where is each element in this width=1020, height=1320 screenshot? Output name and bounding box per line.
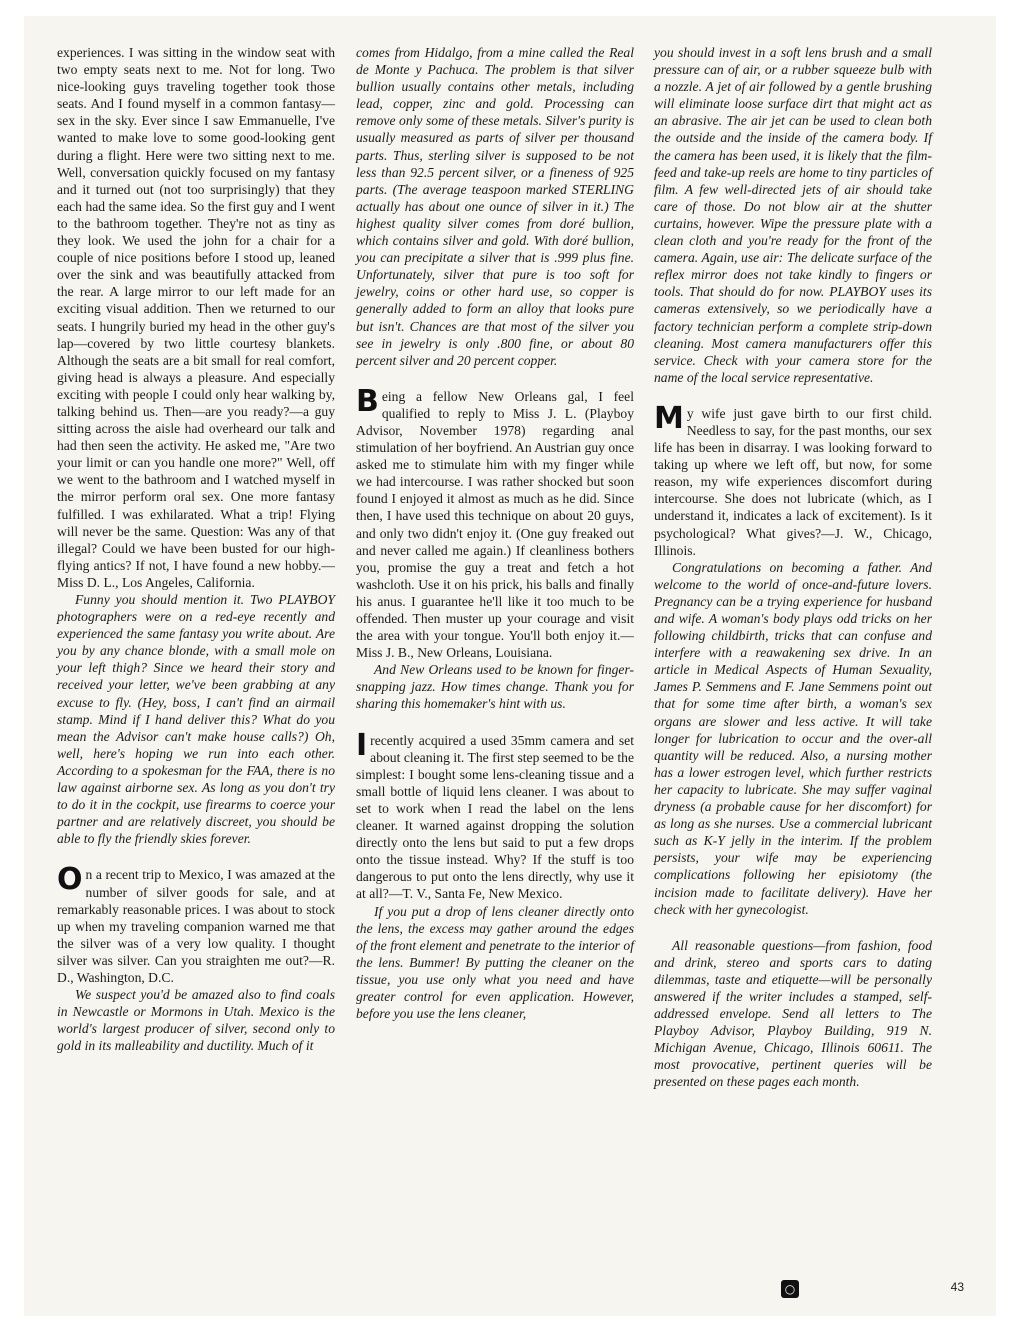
answer-paragraph: comes from Hidalgo, from a mine called the Real de Monte y Pachuca. The problem is that silver bullion usually contains other metals, including lead, copper, zinc and gold. Processing can remove only some of these metals. Silver's purity is usually measured as parts of silver per thousand parts. Thus, sterling silver is supposed to be not less than 92.5 percent silver, or a fineness of 925 parts. (The average teaspoon marked STERLING actually has about one ounce of silver in it.) The highest quality silver comes from doré bullion, which contains silver and gold. With doré bullion, you can precipitate a silver that is .999 plus fine. Unfortunately, silver that pure is too soft for jewelry, coins or other hard use, so copper is generally added to form an alloy that looks pure but isn't. Chances are that most of the silver you see in jewelry is only .800 fine, or about 80 percent silver and 20 percent copper. xyxy=(356,45,634,368)
column-1 xyxy=(57,44,335,1054)
letter-text: n a recent trip to Mexico, I was amazed at the number of silver goods for sale, and at remarkably reasonable prices. I was about to stock up when my traveling companion warned me that the silver was of a very low quality. I thought silver was silver. Can you straighten me out?—R. D., Washington, D.C. xyxy=(57,867,335,985)
letter-paragraph xyxy=(356,383,634,662)
letter-text: y wife just gave birth to our first child. Needless to say, for the past months, our sex life has been in disarray. I was looking forward to taking up where we left off, but now, for some reason, my wife experiences discomfort during intercourse. She does not lubricate (which, as I understand it, indicates a lack of excitement). Is it psychological? What gives?—J. W., Chicago, Illinois. xyxy=(654,405,932,558)
drop-cap: O xyxy=(57,862,83,898)
answer-paragraph: We suspect you'd be amazed also to find coals in Newcastle or Mormons in Utah. Mexico is the world's largest producer of silver, second only to gold in its malleability and ductility. Much of it xyxy=(57,987,335,1054)
page-number: 43 xyxy=(950,1280,964,1294)
drop-cap: M xyxy=(654,400,684,436)
letter-paragraph: experiences. I was sitting in the window seat with two empty seats next to me. Not for long. Two nice-looking guys traveling together took those seats. And I found myself in a common fantasy—sex in the sky. Ever since I saw Emmanuelle, I've wanted to make love to some good-looking gent during a flight. Here were two sitting next to me. Well, conversation quickly focused on my fantasy and it turned out (not too surprisingly) that they each had the same idea. So the first guy and I went to the bathroom together. They're not as tiny as they look. We used the john for a chair for a couple of nice positions before I stood up, leaned over the sink and was beautifully attacked from the rear. A large mirror to our left made for an exciting visual addition. Then we returned to our seats. I hungrily buried my head in the other guy's lap—covered by two little courtesy blankets. Although the seats are a bit small for real comfort, giving head is always a pleasure. And especially exciting with people I could only hear walking by, talking behind us. Then—are you ready?—a guy sitting across the aisle had overheard our talk and had then seen the activity. He asked me, "Are two your limit or can you handle one more?" Well, off we went to the bathroom and I watched myself in the mirror perform oral sex. One more fantasy fulfilled. I was exhilarated. What a trip! Flying will never be the same. Question: Was any of that illegal? Could we have been busted for our high-flying antics? If not, I have found a new hobby.—Miss D. L., Los Angeles, California. xyxy=(57,45,335,590)
column-3 xyxy=(654,44,932,1091)
letter-text: eing a fellow New Orleans gal, I feel qualified to reply to Miss J. L. (Playboy Advisor, November 1978) regarding anal stimulation of her boyfriend. An Austrian guy once asked me to stimulate him with my finger while we had intercourse. I was rather shocked but soon found I enjoyed it almost as much as he did. Since then, I have used this technique on about 20 guys, and only two didn't enjoy it. (One guy freaked out and never called me again.) If cleanliness bothers you, promise the guy a treat and fetch a hot washcloth. Use it on his prick, his balls and finally his anus. I guarantee he'll like it too much to be offended. Then muster up your courage and visit the area with your tongue. You'll both enjoy it.—Miss J. B., New Orleans, Louisiana. xyxy=(356,388,634,661)
answer-paragraph: Funny you should mention it. Two PLAYBOY photographers were on a red-eye recently and experienced the same fantasy you write about. Are you by any chance blonde, with a small mole on your left thigh? Since we heard their story and received your letter, we've been grabbing at any excuse to fly. (Hey, boss, I can't find an airmail stamp. Mind if I hand deliver this? What do you mean the Advisor can't make house calls?) Oh, well, here's hoping we run into each other. According to a spokesman for the FAA, there is no law against airborne sex. As long as you don't try to do it in the cockpit, use firearms to coerce your partner and are relatively discreet, you should be able to fly the friendly skies forever. xyxy=(57,592,335,847)
letter-text: recently acquired a used 35mm camera and set about cleaning it. The first step seemed to be the simplest: I bought some lens-cleaning tissue and a small bottle of liquid lens cleaner. I was about to set to work when I read the label on the lens cleaner. It warned against dropping the solution directly onto the lens but said to put a few drops onto the tissue instead. Why? If the stuff is too dangerous to put onto the lens directly, why use it at all?—T. V., Santa Fe, New Mexico. xyxy=(356,732,634,902)
answer-paragraph: you should invest in a soft lens brush and a small pressure can of air, or a rubber squeeze bulb with a nozzle. A jet of air followed by a gentle brushing will eliminate loose surface dirt that might act as an abrasive. The air jet can be used to clean both the outside and the inside of the camera body. If the camera has been used, it is likely that the film-feed and take-up reels are home to tiny particles of film. A few well-directed jets of air should take care of those. Do not blow air at the shutter curtains, however. Wipe the pressure plate with a clean cloth and you're ready for the front of the camera. Again, use air: The delicate surface of the reflex mirror does not take kindly to fingers or tools. That should do for now. PLAYBOY uses its cameras extensively, so we periodically have a factory technician perform a complete strip-down cleaning. Most camera manufacturers offer this service. Check with your camera store for the name of the local service representative. xyxy=(654,45,932,385)
answer-paragraph: All reasonable questions—from fashion, food and drink, stereo and sports cars to dating dilemmas, taste and etiquette—will be personally answered if the writer includes a stamped, self-addressed envelope. Send all letters to The Playboy Advisor, Playboy Building, 919 N. Michigan Avenue, Chicago, Illinois 60611. The most provocative, pertinent queries will be presented on these pages each month. xyxy=(654,937,932,1090)
drop-cap: I xyxy=(356,727,368,763)
letter-paragraph xyxy=(356,727,634,903)
answer-paragraph: And New Orleans used to be known for finger-snapping jazz. How times change. Thank you for sharing this homemaker's hint with us. xyxy=(356,662,634,712)
column-2 xyxy=(356,44,634,1022)
drop-cap: B xyxy=(356,383,379,419)
bunny-logo-icon: ○ xyxy=(781,1280,799,1298)
letter-paragraph xyxy=(654,400,932,559)
answer-paragraph: If you put a drop of lens cleaner directly onto the lens, the excess may gather around the edges of the front element and penetrate to the interior of the lens. Bummer! By putting the cleaner on the tissue, you use only what you need and have greater control for even application. However, before you use the lens cleaner, xyxy=(356,903,634,1022)
answer-paragraph: Congratulations on becoming a father. And welcome to the world of once-and-future lovers. Pregnancy can be a trying experience for husband and wife. A woman's body plays odd tricks on her following childbirth, tricks that can confuse and interfere with a reawakening sex drive. In an article in Medical Aspects of Human Sexuality, James P. Semmens and F. Jane Semmens point out that for some time after birth, a woman's sex organs are slower and less active. It will take longer for lubrication to occur and the over-all quantity will be reduced. Also, a nursing mother has a lower estrogen level, which further restricts her capacity to lubricate. She may suffer vaginal dryness (a probable cause for her discomfort) for as long as she nurses. Use a commercial lubricant such as K-Y jelly in the interim. If the problem persists, your wife may be experiencing complications following her episiotomy (the incision made to facilitate delivery). Have her check with her gynecologist. xyxy=(654,559,932,917)
letter-paragraph xyxy=(57,862,335,986)
magazine-page xyxy=(24,16,996,1316)
